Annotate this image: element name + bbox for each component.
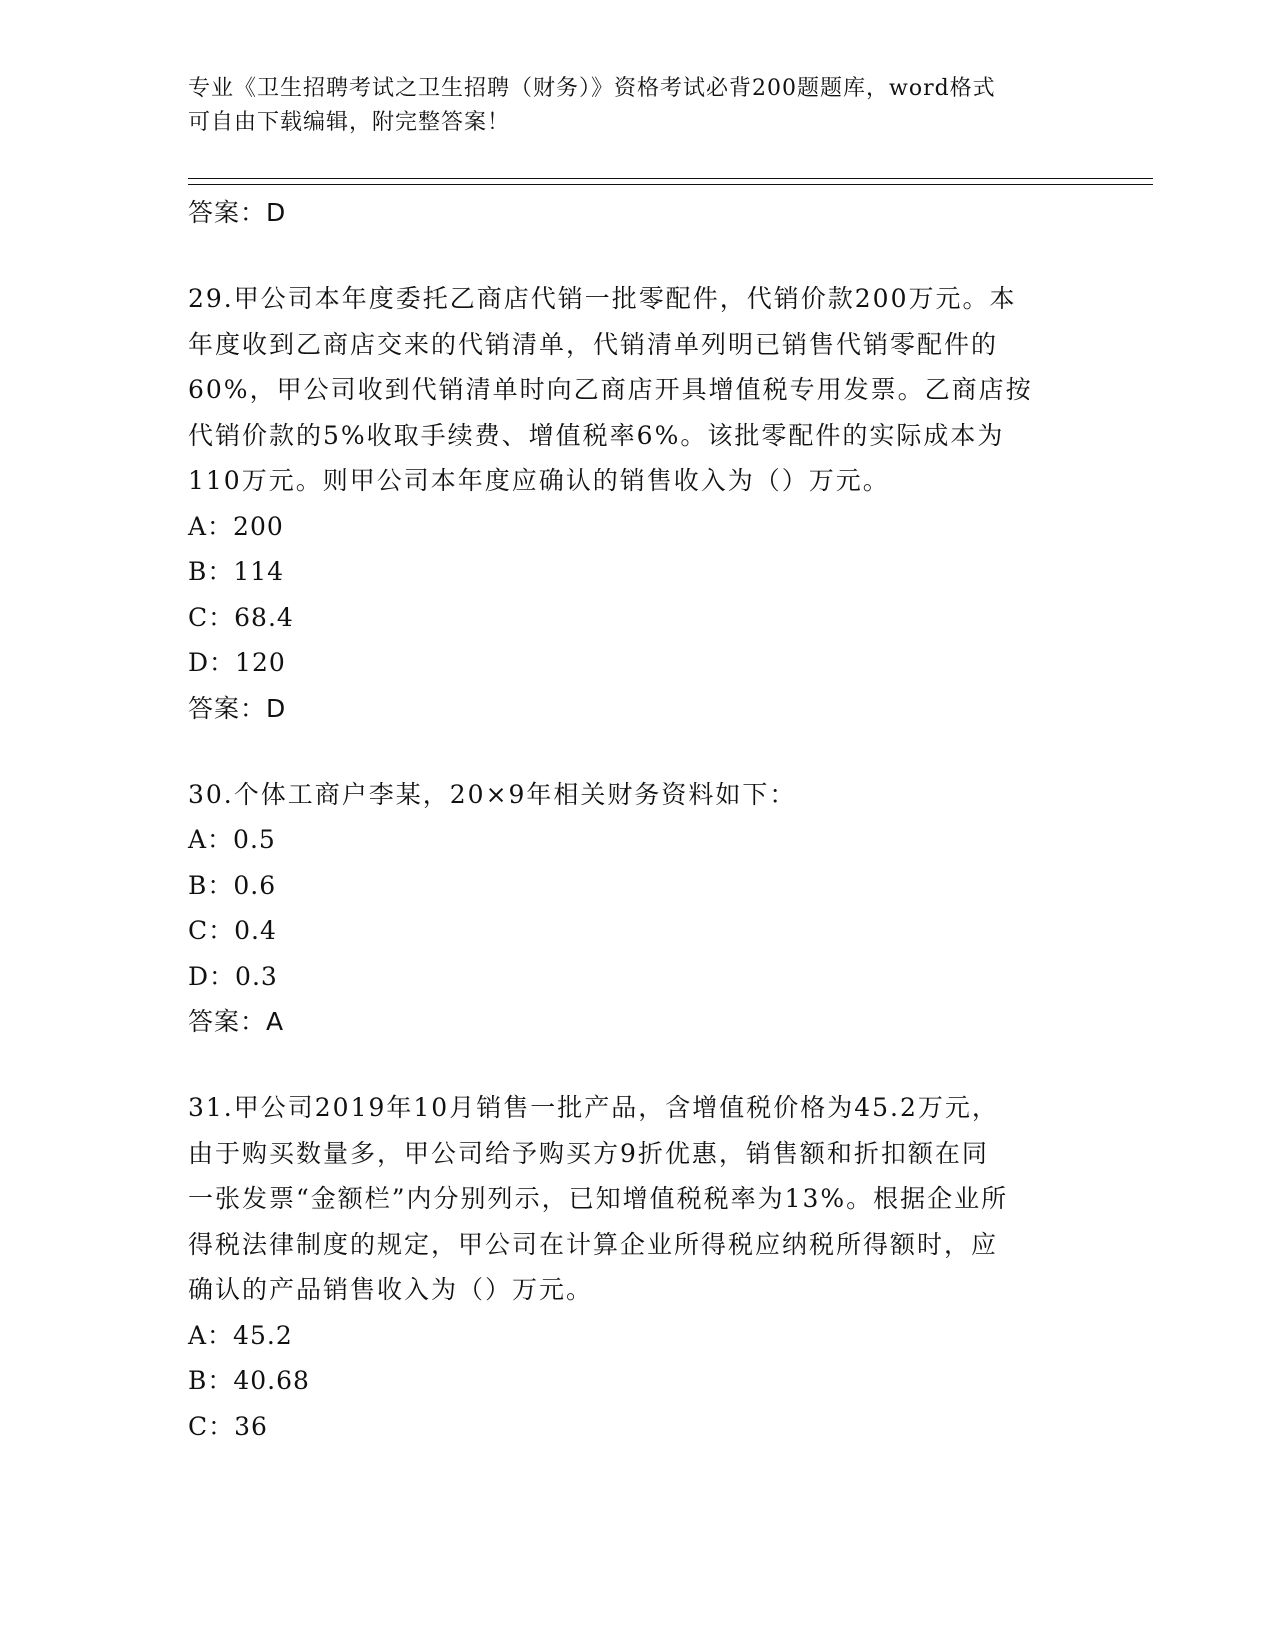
question-block bbox=[188, 1085, 1088, 1449]
question-stem bbox=[188, 276, 1088, 504]
option-a: A：200 bbox=[188, 511, 284, 541]
question-block bbox=[188, 772, 1088, 1046]
page-header bbox=[188, 72, 1088, 140]
stem-line: 确认的产品销售收入为（）万元。 bbox=[188, 1275, 594, 1304]
stem-line: 代销价款的5%收取手续费、增值税率6%。该批零配件的实际成本为 bbox=[188, 420, 1005, 450]
stem-line: 年度收到乙商店交来的代销清单，代销清单列明已销售代销零配件的 bbox=[188, 329, 999, 359]
answer-line: 答案：A bbox=[188, 1007, 285, 1036]
option-d: D：120 bbox=[188, 648, 286, 677]
question-stem bbox=[188, 772, 1088, 818]
answer-line: 答案：D bbox=[188, 693, 287, 723]
option-b: B：114 bbox=[188, 557, 285, 586]
option-b: B：0.6 bbox=[188, 870, 277, 900]
header-line-2: 可自由下载编辑，附完整答案！ bbox=[188, 110, 511, 135]
option-c: C：36 bbox=[188, 1411, 268, 1441]
option-d: D：0.3 bbox=[188, 961, 278, 991]
option-c: C：68.4 bbox=[188, 602, 294, 632]
option-b: B：40.68 bbox=[188, 1366, 310, 1395]
stem-line: 31.甲公司2019年10月销售一批产品，含增值税价格为45.2万元， bbox=[188, 1093, 999, 1122]
answer-line: 答案：D bbox=[188, 198, 287, 227]
stem-line: 30.个体工商户李某，20×9年相关财务资料如下： bbox=[188, 779, 797, 809]
option-a: A：0.5 bbox=[188, 825, 276, 854]
stem-line: 110万元。则甲公司本年度应确认的销售收入为（）万元。 bbox=[188, 466, 890, 495]
option-a: A：45.2 bbox=[188, 1320, 293, 1350]
header-divider bbox=[188, 184, 1153, 185]
header-line-1: 专业《卫生招聘考试之卫生招聘（财务）》资格考试必背200题题库，word格式 bbox=[188, 76, 996, 101]
option-c: C：0.4 bbox=[188, 916, 277, 945]
stem-line: 一张发票“金额栏”内分别列示，已知增值税税率为13%。根据企业所 bbox=[188, 1184, 1009, 1213]
document-body bbox=[188, 190, 1088, 1449]
stem-line: 60%，甲公司收到代销清单时向乙商店开具增值税专用发票。乙商店按 bbox=[188, 375, 1033, 404]
stem-line: 得税法律制度的规定，甲公司在计算企业所得税应纳税所得额时，应 bbox=[188, 1229, 999, 1259]
stem-line: 29.甲公司本年度委托乙商店代销一批零配件，代销价款200万元。本 bbox=[188, 284, 1017, 313]
header-divider bbox=[188, 178, 1153, 179]
question-stem bbox=[188, 1085, 1088, 1313]
stem-line: 由于购买数量多，甲公司给予购买方9折优惠，销售额和折扣额在同 bbox=[188, 1138, 989, 1168]
question-block bbox=[188, 276, 1088, 732]
